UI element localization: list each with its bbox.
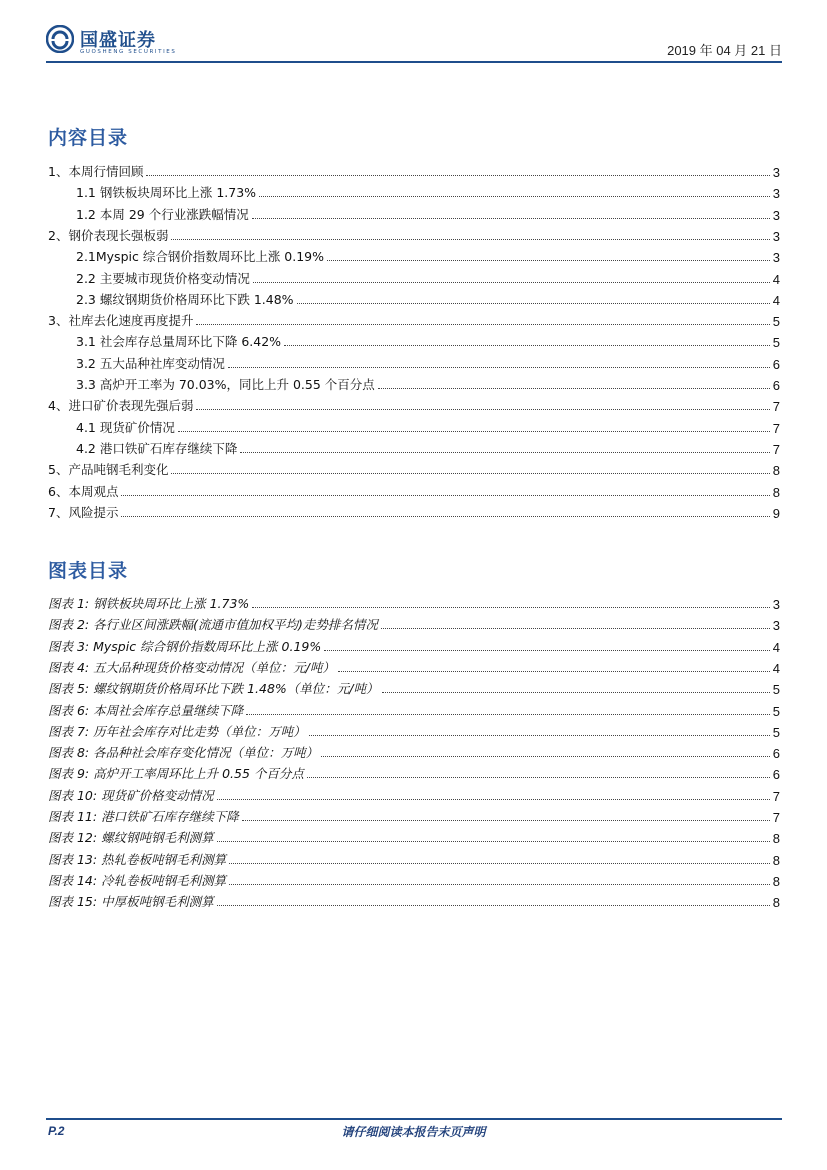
toc-entry[interactable] <box>76 330 780 350</box>
dot-leader <box>229 883 770 885</box>
toc-entry[interactable] <box>48 458 780 478</box>
figure-entry-page: 6 <box>772 767 780 783</box>
dot-leader <box>284 344 770 346</box>
toc-entry-label: 3、社库去化速度再度提升 <box>48 313 194 329</box>
toc-entry-label: 1.2 本周 29 个行业涨跌幅情况 <box>76 206 249 222</box>
toc-entry-page: 3 <box>772 165 780 180</box>
dot-leader <box>228 366 770 368</box>
toc-entry[interactable] <box>76 416 780 436</box>
dot-leader <box>381 627 770 629</box>
toc-entry-page: 4 <box>772 292 780 308</box>
figure-entry-label: 图表 2: 各行业区间涨跌幅(流通市值加权平均)走势排名情况 <box>48 617 378 633</box>
toc-entry[interactable] <box>76 373 780 393</box>
toc-entry-label: 2、钢价表现长强板弱 <box>48 227 169 243</box>
toc-entry-label: 1、本周行情回顾 <box>48 164 144 179</box>
toc-entry-page: 6 <box>772 378 780 393</box>
figure-entry-page: 4 <box>772 639 780 655</box>
dot-leader <box>242 819 770 821</box>
toc-entry-label: 2.3 螺纹钢期货价格周环比下跌 1.48% <box>76 291 294 307</box>
toc-entry-page: 3 <box>772 250 780 266</box>
dot-leader <box>307 776 770 778</box>
toc-entry[interactable] <box>76 437 780 457</box>
disclaimer-note: 请仔细阅读本报告末页声明 <box>341 1125 486 1139</box>
company-logo <box>46 22 186 62</box>
dot-leader <box>171 238 769 240</box>
figure-entry[interactable] <box>48 869 780 889</box>
toc-entry-label: 1.1 钢铁板块周环比上涨 1.73% <box>76 185 257 201</box>
toc-entry-page: 6 <box>772 356 780 372</box>
figure-entry-label: 图表 5: 螺纹钢期货价格周环比下跌 1.48%（单位：元/吨） <box>48 681 379 697</box>
figure-entry-page: 7 <box>772 788 780 804</box>
dot-leader <box>324 649 770 651</box>
toc-entry[interactable] <box>76 245 780 265</box>
toc-entry-page: 4 <box>772 271 780 287</box>
figure-entry-page: 8 <box>772 831 780 847</box>
toc-entry-label: 3.3 高炉开工率为 70.03%，同比上升 0.55 个百分点 <box>76 377 375 392</box>
dot-leader <box>297 302 770 304</box>
toc-entry[interactable] <box>48 501 780 521</box>
toc-entry[interactable] <box>76 288 780 308</box>
toc-entry-page: 7 <box>772 441 780 457</box>
toc-entry-page: 9 <box>772 505 780 521</box>
figure-entry-label: 图表 11: 港口铁矿石库存继续下降 <box>48 809 239 824</box>
figure-entry[interactable] <box>48 656 780 676</box>
toc-entry-page: 8 <box>772 463 780 479</box>
toc-entry[interactable] <box>76 267 780 287</box>
dot-leader <box>252 217 770 219</box>
figure-list-title: 图表目录 <box>48 560 129 582</box>
toc-entry-page: 3 <box>772 228 780 244</box>
figure-entry-page: 6 <box>772 746 780 762</box>
report-date: 2019 年 04 月 21 日 <box>667 43 782 58</box>
dot-leader <box>178 430 770 432</box>
toc-title: 内容目录 <box>48 127 129 149</box>
figure-entry[interactable] <box>48 826 780 846</box>
figure-entry-page: 3 <box>772 618 780 634</box>
logo-icon <box>46 25 74 53</box>
dot-leader <box>217 840 770 842</box>
figure-entry[interactable] <box>48 677 780 697</box>
figure-entry-label: 图表 3: Myspic 综合钢价指数周环比上涨 0.19% <box>48 638 322 654</box>
figure-entry-label: 图表 9: 高炉开工率周环比上升 0.55 个百分点 <box>48 766 304 782</box>
figure-entry-page: 8 <box>772 873 780 889</box>
figure-entry[interactable] <box>48 613 780 633</box>
dot-leader <box>217 798 770 800</box>
dot-leader <box>309 734 770 736</box>
dot-leader <box>146 174 769 176</box>
figure-entry-label: 图表 8: 各品种社会库存变化情况（单位：万吨） <box>48 745 319 761</box>
toc-entry-label: 6、本周观点 <box>48 483 119 499</box>
figure-entry[interactable] <box>48 592 780 612</box>
toc-entry-label: 2.1Myspic 综合钢价指数周环比上涨 0.19% <box>76 249 325 265</box>
toc-entry-label: 3.1 社会库存总量周环比下降 6.42% <box>76 334 282 350</box>
figure-entry[interactable] <box>48 720 780 740</box>
figure-entry[interactable] <box>48 699 780 719</box>
toc-entry-page: 3 <box>772 186 780 202</box>
dot-leader <box>338 670 770 672</box>
toc-entry[interactable] <box>48 394 780 414</box>
dot-leader <box>253 281 770 283</box>
toc-entry-label: 7、风险提示 <box>48 504 119 520</box>
page-header <box>46 22 782 62</box>
figure-entry[interactable] <box>48 890 780 910</box>
toc-entry[interactable] <box>76 203 780 223</box>
figure-entry[interactable] <box>48 848 780 868</box>
figure-entry[interactable] <box>48 805 780 825</box>
figure-entry-label: 图表 12: 螺纹钢吨钢毛利测算 <box>48 830 214 846</box>
figure-entry-label: 图表 15: 中厚板吨钢毛利测算 <box>48 894 214 910</box>
figure-entry-label: 图表 1: 钢铁板块周环比上涨 1.73% <box>48 596 250 611</box>
toc-entry-page: 7 <box>772 399 780 415</box>
figure-entry-page: 4 <box>772 660 780 676</box>
figure-entry-label: 图表 14: 冷轧卷板吨钢毛利测算 <box>48 872 227 888</box>
figure-entry[interactable] <box>48 784 780 804</box>
toc-entry-page: 5 <box>772 335 780 351</box>
toc-entry-page: 7 <box>772 420 780 436</box>
dot-leader <box>321 755 770 757</box>
footer-divider <box>46 1118 782 1120</box>
toc-entry-label: 5、产品吨钢毛利变化 <box>48 462 169 478</box>
toc-entry[interactable] <box>48 224 780 244</box>
dot-leader <box>171 472 769 474</box>
figure-entry-page: 8 <box>772 852 780 868</box>
toc-entry[interactable] <box>76 181 780 201</box>
dot-leader <box>240 451 769 453</box>
toc-entry-page: 3 <box>772 207 780 223</box>
toc-entry-page: 8 <box>772 484 780 500</box>
logo-text: 国盛证券 <box>80 30 156 51</box>
figure-entry-label: 图表 6: 本周社会库存总量继续下降 <box>48 702 244 718</box>
dot-leader <box>378 387 770 389</box>
toc-entry-label: 4、进口矿价表现先强后弱 <box>48 398 194 414</box>
toc-entry[interactable] <box>48 480 780 500</box>
figure-entry[interactable] <box>48 762 780 782</box>
figure-entry-label: 图表 7: 历年社会库存对比走势（单位：万吨） <box>48 723 306 739</box>
toc-entry-label: 4.2 港口铁矿石库存继续下降 <box>76 440 238 456</box>
dot-leader <box>196 323 769 325</box>
dot-leader <box>252 606 769 608</box>
toc-entry-label: 3.2 五大品种社库变动情况 <box>76 355 225 371</box>
page-number: P.2 <box>48 1124 65 1138</box>
figure-entry[interactable] <box>48 741 780 761</box>
figure-entry[interactable] <box>48 635 780 655</box>
toc-entry-page: 5 <box>772 314 780 330</box>
figure-entry-page: 3 <box>772 597 780 612</box>
figure-entry-label: 图表 4: 五大品种现货价格变动情况（单位：元/吨） <box>48 659 335 675</box>
toc-entry[interactable] <box>48 160 780 180</box>
figure-entry-page: 8 <box>772 895 780 911</box>
figure-entry-page: 5 <box>772 682 780 698</box>
toc-entry[interactable] <box>48 309 780 329</box>
toc-entry-label: 2.2 主要城市现货价格变动情况 <box>76 270 250 286</box>
figure-entry-page: 5 <box>772 724 780 740</box>
dot-leader <box>382 691 770 693</box>
toc-entry-label: 4.1 现货矿价情况 <box>76 419 175 435</box>
dot-leader <box>246 713 770 715</box>
figure-entry-label: 图表 10: 现货矿价格变动情况 <box>48 787 214 803</box>
figure-entry-page: 7 <box>772 810 780 825</box>
dot-leader <box>259 195 770 197</box>
logo-subtext: GUOSHENG SECURITIES <box>80 49 177 55</box>
toc-entry[interactable] <box>76 352 780 372</box>
dot-leader <box>121 515 769 517</box>
figure-entry-label: 图表 13: 热轧卷板吨钢毛利测算 <box>48 851 227 867</box>
dot-leader <box>217 904 770 906</box>
header-divider <box>46 61 782 63</box>
dot-leader <box>196 408 769 410</box>
figure-entry-page: 5 <box>772 703 780 719</box>
dot-leader <box>229 862 770 864</box>
dot-leader <box>327 259 770 261</box>
dot-leader <box>121 494 769 496</box>
